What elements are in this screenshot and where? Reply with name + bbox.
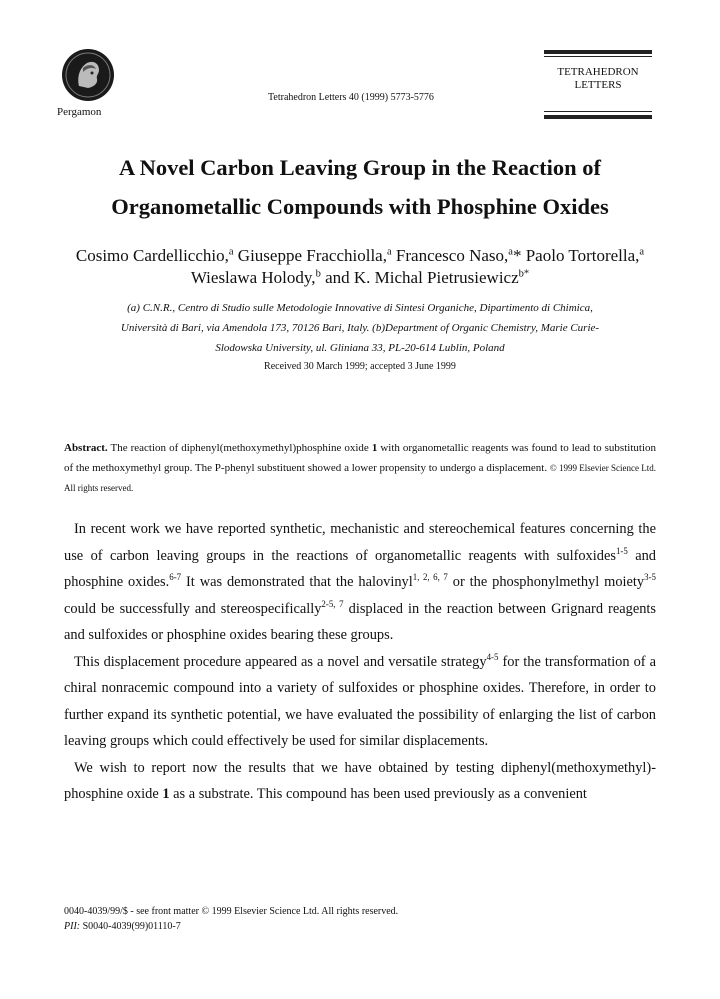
p1-text-d: or the phosphonylmethyl moiety [447, 574, 645, 590]
affiliation-line-1: (a) C.N.R., Centro di Studio sulle Metodologie Innovative di Sintesi Organiche, Dipartimento di Chimica, [127, 302, 593, 314]
ref-6: 4-5 [486, 651, 499, 662]
abstract-copyright: © 1999 Elsevier Science Ltd. All rights reserved. [64, 463, 656, 493]
abstract-text-2: with organometallic reagents was found to lead to substitution of the methoxymethyl group. The P-phenyl substituent showed a lower propensity to undergo a displacement. [64, 442, 656, 474]
abstract-compound-ref: 1 [371, 442, 378, 454]
author-4-affil: a [639, 246, 645, 258]
title-line-2: Organometallic Compounds with Phosphine Oxides [111, 194, 609, 219]
received-dates: Received 30 March 1999; accepted 3 June 1999 [264, 361, 456, 372]
abstract-label: Abstract. [64, 442, 108, 454]
p1-text-b: and phosphine oxides. [64, 547, 656, 590]
footer [64, 904, 398, 934]
footer-pii [64, 919, 398, 934]
p2-text-b: for the transformation of a chiral nonracemic compound into a variety of sulfoxides or phosphine oxides. Therefore, in order to further expand its synthetic potential, we have evaluated the possibility of enlarging the list of carbon leaving groups which could effectively be used for similar displacements. [64, 653, 656, 749]
paragraph-3 [64, 755, 656, 808]
p1-text-e: could be successfully and stereospecifically [64, 600, 322, 617]
author-2-affil: a [386, 246, 392, 258]
body-text [64, 516, 656, 808]
journal-name-line2: LETTERS [574, 79, 622, 91]
paragraph-2 [64, 649, 656, 755]
author-5-affil: b [315, 268, 321, 280]
p2-text-a: This displacement procedure appeared as a novel and versatile strategy [74, 653, 487, 670]
paragraph-1 [64, 516, 656, 649]
abstract-text-1: The reaction of diphenyl(methoxymethyl)phosphine oxide [107, 442, 372, 454]
author-3: Francesco Naso, [391, 246, 509, 265]
journal-name-line1: TETRAHEDRON [557, 66, 639, 78]
publisher-name: Pergamon [57, 106, 102, 118]
ref-5: 2-5, 7 [321, 598, 344, 609]
p1-text-a: In recent work we have reported synthetic, mechanistic and stereochemical features concerning the use of carbon leaving groups in the reactions of organometallic reagents with sulfoxides [64, 521, 656, 564]
p1-text-c: It was demonstrated that the halovinyl [181, 574, 413, 590]
publisher-logo-icon [61, 48, 115, 102]
abstract [64, 438, 656, 498]
author-5: Wieslawa Holody, [190, 268, 316, 287]
author-4: Paolo Tortorella, [521, 246, 640, 265]
p1-text-f: displaced in the reaction between Grignard reagents and sulfoxides or phosphine oxides bearing these groups. [64, 600, 656, 643]
p3-text-a: We wish to report now the results that we have obtained by testing diphenyl(methoxymethyl)-phosphine oxide [64, 759, 656, 802]
ref-3: 1, 2, 6, 7 [412, 572, 448, 583]
author-list [60, 245, 660, 289]
affiliation-line-2: Università di Bari, via Amendola 173, 70126 Bari, Italy. (b)Department of Organic Chemistry, Marie Curie- [120, 322, 600, 334]
journal-name [544, 66, 652, 92]
author-1-affil: a [228, 246, 234, 258]
journal-rule-bottom [544, 115, 652, 119]
p3-text-b: as a substrate. This compound has been used previously as a convenient [169, 786, 587, 802]
p3-compound-ref: 1 [162, 786, 170, 802]
ref-2: 6-7 [169, 572, 182, 583]
pii-value: S0040-4039(99)01110-7 [80, 921, 181, 932]
footer-copyright: 0040-4039/99/$ - see front matter © 1999 Elsevier Science Ltd. All rights reserved. [64, 906, 399, 917]
title-line-1: A Novel Carbon Leaving Group in the Reaction of [118, 155, 602, 180]
ref-4: 3-5 [644, 572, 656, 583]
author-6-affil: b* [518, 268, 530, 280]
journal-rule-top-thin [544, 56, 652, 57]
affiliation-line-3: Slodowska University, ul. Gliniana 33, PL-20-614 Lublin, Poland [215, 342, 505, 354]
author-6: and K. Michal Pietrusiewicz [320, 268, 519, 287]
article-title [60, 148, 660, 226]
pii-label: PII: [64, 921, 81, 932]
affiliations [60, 298, 660, 358]
journal-rule-top [544, 50, 652, 54]
author-3-affil: a [508, 246, 513, 258]
author-1: Cosimo Cardellicchio, [75, 246, 229, 265]
corresponding-star: * [512, 246, 522, 265]
author-2: Giuseppe Fracchiolla, [233, 246, 387, 265]
ref-1: 1-5 [615, 545, 628, 556]
journal-rule-bottom-thin [544, 111, 652, 112]
journal-citation: Tetrahedron Letters 40 (1999) 5773-5776 [268, 92, 434, 103]
